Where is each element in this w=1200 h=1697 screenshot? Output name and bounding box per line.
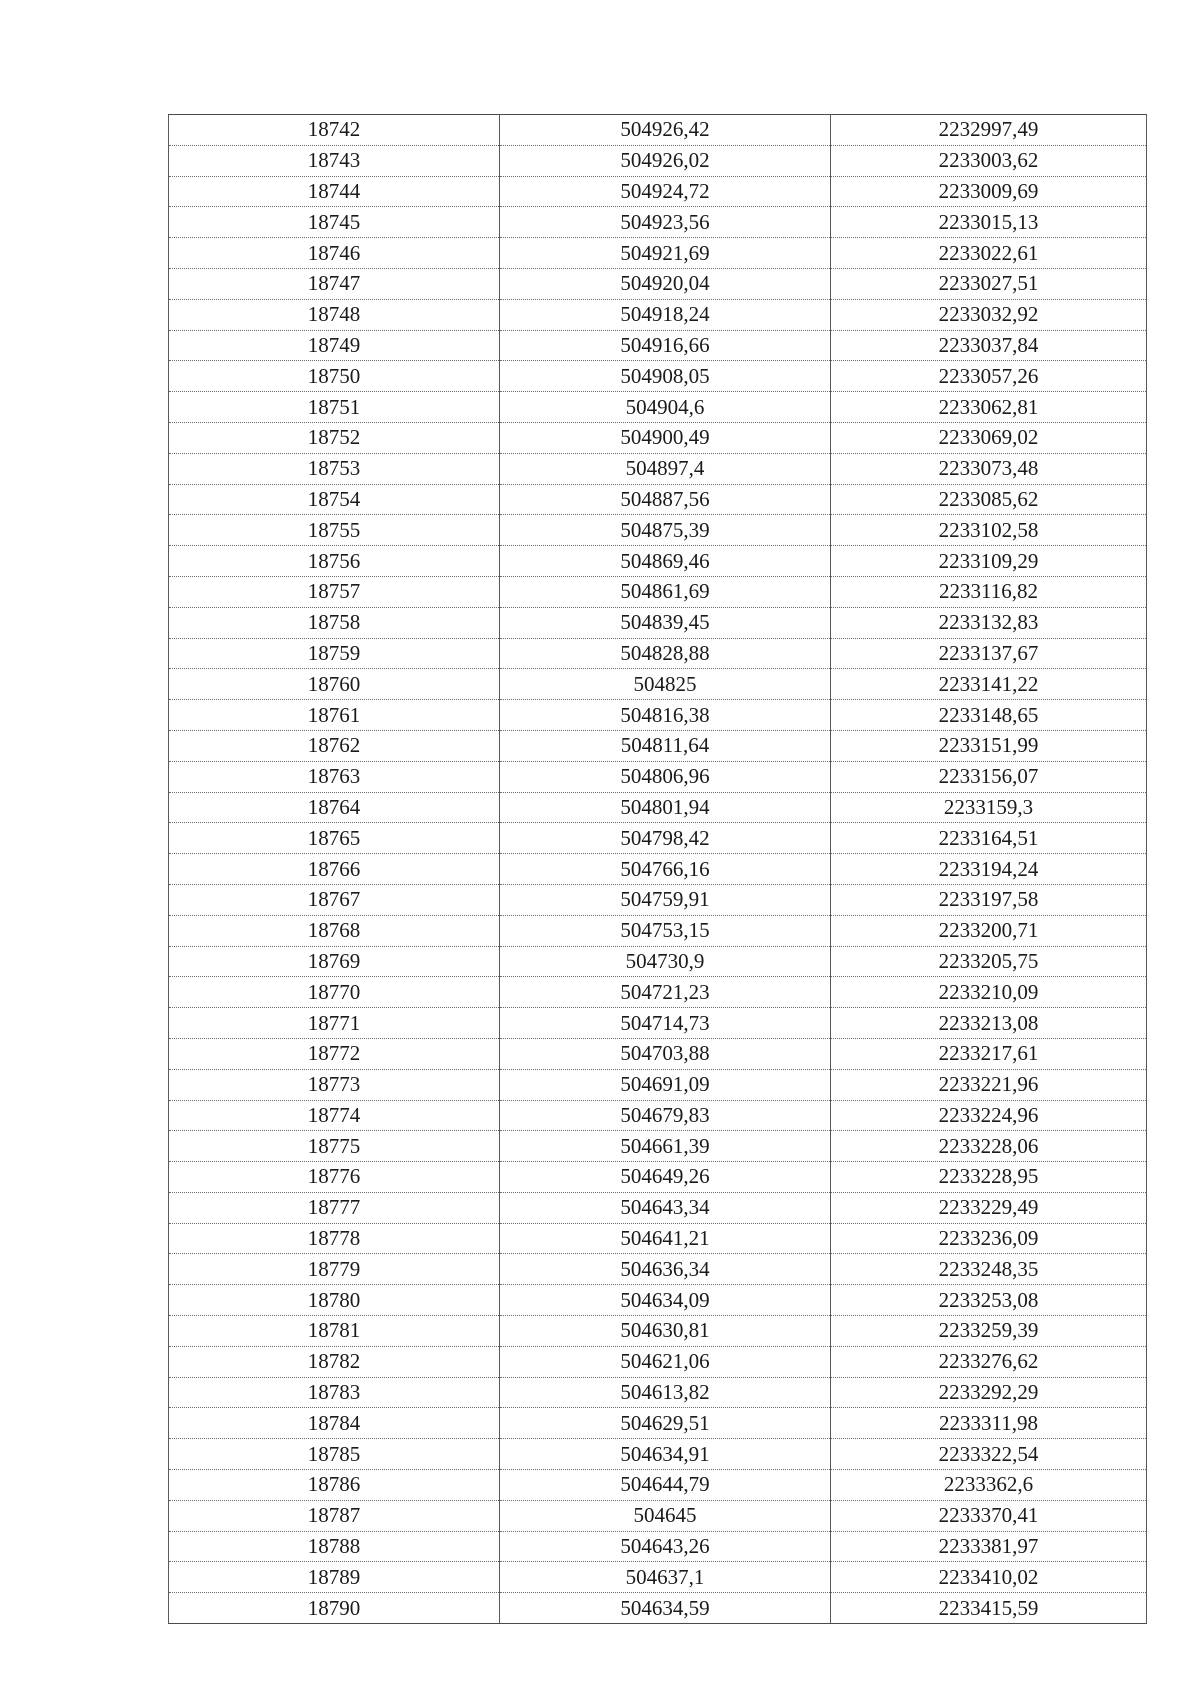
x-coordinate-cell: 504691,09 [500,1069,831,1100]
x-coordinate-cell: 504644,79 [500,1470,831,1501]
x-coordinate-cell: 504875,39 [500,515,831,546]
table-row [169,823,1147,854]
point-number-cell: 18751 [169,392,500,423]
table-row [169,1100,1147,1131]
x-coordinate-cell: 504806,96 [500,761,831,792]
x-coordinate-cell: 504920,04 [500,268,831,299]
y-coordinate-cell: 2233200,71 [831,915,1147,946]
y-coordinate-cell: 2233248,35 [831,1254,1147,1285]
point-number-cell: 18756 [169,546,500,577]
y-coordinate-cell: 2233141,22 [831,669,1147,700]
y-coordinate-cell: 2233228,95 [831,1162,1147,1193]
table-row [169,915,1147,946]
y-coordinate-cell: 2233370,41 [831,1500,1147,1531]
table-row [169,607,1147,638]
table-row [169,1254,1147,1285]
point-number-cell: 18786 [169,1470,500,1501]
y-coordinate-cell: 2233322,54 [831,1439,1147,1470]
x-coordinate-cell: 504634,91 [500,1439,831,1470]
x-coordinate-cell: 504703,88 [500,1038,831,1069]
x-coordinate-cell: 504637,1 [500,1562,831,1593]
point-number-cell: 18760 [169,669,500,700]
point-number-cell: 18773 [169,1069,500,1100]
y-coordinate-cell: 2233069,02 [831,422,1147,453]
y-coordinate-cell: 2233164,51 [831,823,1147,854]
x-coordinate-cell: 504798,42 [500,823,831,854]
table-row [169,669,1147,700]
x-coordinate-cell: 504714,73 [500,1008,831,1039]
table-row [169,176,1147,207]
point-number-cell: 18784 [169,1408,500,1439]
point-number-cell: 18749 [169,330,500,361]
x-coordinate-cell: 504900,49 [500,422,831,453]
point-number-cell: 18771 [169,1008,500,1039]
point-number-cell: 18765 [169,823,500,854]
table-row [169,422,1147,453]
x-coordinate-cell: 504645 [500,1500,831,1531]
table-row [169,761,1147,792]
x-coordinate-cell: 504908,05 [500,361,831,392]
x-coordinate-cell: 504621,06 [500,1346,831,1377]
table-row [169,1223,1147,1254]
table-row [169,977,1147,1008]
point-number-cell: 18744 [169,176,500,207]
point-number-cell: 18787 [169,1500,500,1531]
table-row [169,546,1147,577]
table-row [169,1500,1147,1531]
point-number-cell: 18775 [169,1131,500,1162]
table-row [169,854,1147,885]
y-coordinate-cell: 2233415,59 [831,1593,1147,1624]
y-coordinate-cell: 2233156,07 [831,761,1147,792]
x-coordinate-cell: 504613,82 [500,1377,831,1408]
x-coordinate-cell: 504679,83 [500,1100,831,1131]
y-coordinate-cell: 2233410,02 [831,1562,1147,1593]
table-row [169,453,1147,484]
point-number-cell: 18772 [169,1038,500,1069]
x-coordinate-cell: 504661,39 [500,1131,831,1162]
table-row [169,1069,1147,1100]
y-coordinate-cell: 2233311,98 [831,1408,1147,1439]
point-number-cell: 18759 [169,638,500,669]
x-coordinate-cell: 504766,16 [500,854,831,885]
x-coordinate-cell: 504828,88 [500,638,831,669]
point-number-cell: 18752 [169,422,500,453]
y-coordinate-cell: 2233362,6 [831,1470,1147,1501]
x-coordinate-cell: 504753,15 [500,915,831,946]
table-row [169,1562,1147,1593]
y-coordinate-cell: 2233032,92 [831,299,1147,330]
y-coordinate-cell: 2233253,08 [831,1285,1147,1316]
table-row [169,1531,1147,1562]
y-coordinate-cell: 2233151,99 [831,730,1147,761]
y-coordinate-cell: 2233109,29 [831,546,1147,577]
point-number-cell: 18762 [169,730,500,761]
table-row [169,299,1147,330]
x-coordinate-cell: 504869,46 [500,546,831,577]
table-row [169,1439,1147,1470]
table-row [169,1346,1147,1377]
x-coordinate-cell: 504887,56 [500,484,831,515]
table-row [169,207,1147,238]
y-coordinate-cell: 2233148,65 [831,700,1147,731]
point-number-cell: 18776 [169,1162,500,1193]
point-number-cell: 18750 [169,361,500,392]
table-row [169,1008,1147,1039]
point-number-cell: 18761 [169,700,500,731]
y-coordinate-cell: 2233132,83 [831,607,1147,638]
y-coordinate-cell: 2233159,3 [831,792,1147,823]
x-coordinate-cell: 504926,02 [500,145,831,176]
table-row [169,1470,1147,1501]
x-coordinate-cell: 504634,59 [500,1593,831,1624]
x-coordinate-cell: 504897,4 [500,453,831,484]
point-number-cell: 18747 [169,268,500,299]
point-number-cell: 18766 [169,854,500,885]
y-coordinate-cell: 2233228,06 [831,1131,1147,1162]
x-coordinate-cell: 504801,94 [500,792,831,823]
x-coordinate-cell: 504921,69 [500,238,831,269]
point-number-cell: 18782 [169,1346,500,1377]
y-coordinate-cell: 2233062,81 [831,392,1147,423]
table-row [169,1131,1147,1162]
point-number-cell: 18743 [169,145,500,176]
y-coordinate-cell: 2233210,09 [831,977,1147,1008]
point-number-cell: 18754 [169,484,500,515]
point-number-cell: 18779 [169,1254,500,1285]
point-number-cell: 18764 [169,792,500,823]
table-row [169,484,1147,515]
y-coordinate-cell: 2233221,96 [831,1069,1147,1100]
table-row [169,115,1147,146]
point-number-cell: 18789 [169,1562,500,1593]
y-coordinate-cell: 2232997,49 [831,115,1147,146]
x-coordinate-cell: 504916,66 [500,330,831,361]
table-row [169,268,1147,299]
x-coordinate-cell: 504926,42 [500,115,831,146]
point-number-cell: 18767 [169,884,500,915]
table-row [169,576,1147,607]
y-coordinate-cell: 2233217,61 [831,1038,1147,1069]
table-row [169,946,1147,977]
table-row [169,1038,1147,1069]
y-coordinate-cell: 2233292,29 [831,1377,1147,1408]
y-coordinate-cell: 2233102,58 [831,515,1147,546]
table-row [169,1192,1147,1223]
x-coordinate-cell: 504923,56 [500,207,831,238]
y-coordinate-cell: 2233224,96 [831,1100,1147,1131]
point-number-cell: 18758 [169,607,500,638]
table-row [169,884,1147,915]
x-coordinate-cell: 504861,69 [500,576,831,607]
y-coordinate-cell: 2233259,39 [831,1316,1147,1347]
point-number-cell: 18770 [169,977,500,1008]
point-number-cell: 18763 [169,761,500,792]
table-row [169,700,1147,731]
table-row [169,238,1147,269]
table-row [169,515,1147,546]
point-number-cell: 18790 [169,1593,500,1624]
y-coordinate-cell: 2233236,09 [831,1223,1147,1254]
table-row [169,1593,1147,1624]
x-coordinate-cell: 504643,26 [500,1531,831,1562]
coordinates-table [168,114,1147,1624]
point-number-cell: 18745 [169,207,500,238]
point-number-cell: 18774 [169,1100,500,1131]
y-coordinate-cell: 2233015,13 [831,207,1147,238]
point-number-cell: 18788 [169,1531,500,1562]
point-number-cell: 18777 [169,1192,500,1223]
table-row [169,1408,1147,1439]
x-coordinate-cell: 504730,9 [500,946,831,977]
x-coordinate-cell: 504643,34 [500,1192,831,1223]
y-coordinate-cell: 2233276,62 [831,1346,1147,1377]
y-coordinate-cell: 2233085,62 [831,484,1147,515]
x-coordinate-cell: 504811,64 [500,730,831,761]
x-coordinate-cell: 504636,34 [500,1254,831,1285]
point-number-cell: 18755 [169,515,500,546]
table-row [169,638,1147,669]
y-coordinate-cell: 2233197,58 [831,884,1147,915]
table-row [169,145,1147,176]
point-number-cell: 18785 [169,1439,500,1470]
point-number-cell: 18780 [169,1285,500,1316]
y-coordinate-cell: 2233073,48 [831,453,1147,484]
point-number-cell: 18753 [169,453,500,484]
y-coordinate-cell: 2233137,67 [831,638,1147,669]
table-row [169,330,1147,361]
x-coordinate-cell: 504641,21 [500,1223,831,1254]
table-row [169,1377,1147,1408]
x-coordinate-cell: 504649,26 [500,1162,831,1193]
x-coordinate-cell: 504839,45 [500,607,831,638]
table-row [169,361,1147,392]
table-row [169,730,1147,761]
table-row [169,1285,1147,1316]
table-row [169,392,1147,423]
y-coordinate-cell: 2233194,24 [831,854,1147,885]
x-coordinate-cell: 504904,6 [500,392,831,423]
x-coordinate-cell: 504924,72 [500,176,831,207]
y-coordinate-cell: 2233116,82 [831,576,1147,607]
point-number-cell: 18778 [169,1223,500,1254]
y-coordinate-cell: 2233229,49 [831,1192,1147,1223]
x-coordinate-cell: 504825 [500,669,831,700]
x-coordinate-cell: 504630,81 [500,1316,831,1347]
point-number-cell: 18746 [169,238,500,269]
table-row [169,792,1147,823]
point-number-cell: 18748 [169,299,500,330]
x-coordinate-cell: 504918,24 [500,299,831,330]
table-row [169,1162,1147,1193]
point-number-cell: 18757 [169,576,500,607]
x-coordinate-cell: 504629,51 [500,1408,831,1439]
y-coordinate-cell: 2233037,84 [831,330,1147,361]
x-coordinate-cell: 504759,91 [500,884,831,915]
point-number-cell: 18783 [169,1377,500,1408]
point-number-cell: 18768 [169,915,500,946]
y-coordinate-cell: 2233381,97 [831,1531,1147,1562]
coordinates-table-body [169,115,1147,1624]
table-row [169,1316,1147,1347]
y-coordinate-cell: 2233205,75 [831,946,1147,977]
y-coordinate-cell: 2233057,26 [831,361,1147,392]
x-coordinate-cell: 504634,09 [500,1285,831,1316]
x-coordinate-cell: 504721,23 [500,977,831,1008]
y-coordinate-cell: 2233022,61 [831,238,1147,269]
point-number-cell: 18781 [169,1316,500,1347]
y-coordinate-cell: 2233009,69 [831,176,1147,207]
point-number-cell: 18742 [169,115,500,146]
x-coordinate-cell: 504816,38 [500,700,831,731]
y-coordinate-cell: 2233027,51 [831,268,1147,299]
y-coordinate-cell: 2233213,08 [831,1008,1147,1039]
y-coordinate-cell: 2233003,62 [831,145,1147,176]
point-number-cell: 18769 [169,946,500,977]
